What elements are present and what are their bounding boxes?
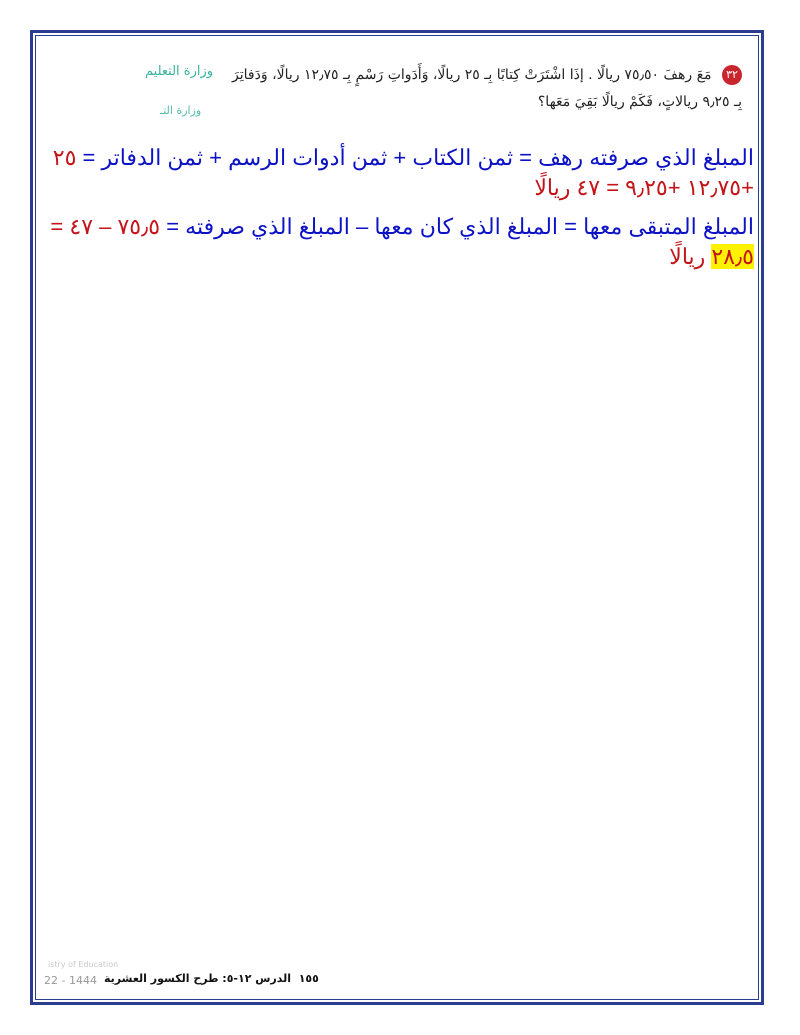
- footer-ghost-text: istry of Education: [48, 960, 119, 969]
- page-footer: [44, 960, 374, 992]
- answer-2-calculation: ٧٥٫٥ – ٤٧ =: [50, 214, 161, 239]
- problem-line-1: مَعَ رهفَ ٧٥٫٥٠ ريالًا . إذَا اشْتَرَتْ كِتابًا بِـ ٢٥ ريالًا، وَأَدَواتِ رَسْمٍ بِـ ١٢٫٧٥ ريالًا، وَدَفاتِرَ: [232, 67, 712, 83]
- ministry-watermark-sub: وزارة التـ: [160, 104, 202, 117]
- answer-2-text: المبلغ المتبقى معها = المبلغ الذي كان معها – المبلغ الذي صرفته =: [160, 214, 754, 239]
- answer-step-2: [42, 212, 754, 272]
- footer-page-number: ١٥٥: [298, 972, 319, 985]
- answer-1-calculation: ٢٥ +١٢٫٧٥ +٩٫٢٥ = ٤٧ ريالًا: [52, 145, 754, 200]
- problem-line-2: بِـ ٩٫٢٥ ريالاتٍ، فَكَمْ ريالًا بَقِيَ مَعَها؟: [537, 94, 742, 110]
- footer-lesson-title: [104, 972, 319, 985]
- answer-1-text: المبلغ الذي صرفته رهف = ثمن الكتاب + ثمن أدوات الرسم + ثمن الدفاتر =: [76, 145, 754, 170]
- footer-lesson-label: الدرس ١٢-٥: طرح الكسور العشرية: [104, 972, 292, 985]
- ministry-watermark: وزارة التعليم: [145, 64, 214, 79]
- problem-number-badge: ٣٢: [722, 65, 742, 85]
- answer-step-1: [42, 143, 754, 203]
- answer-2-result: ٢٨٫٥: [711, 244, 754, 269]
- problem-statement: [62, 62, 742, 116]
- footer-year: 22 - 1444: [44, 974, 97, 987]
- answer-2-unit: ريالًا: [669, 244, 712, 269]
